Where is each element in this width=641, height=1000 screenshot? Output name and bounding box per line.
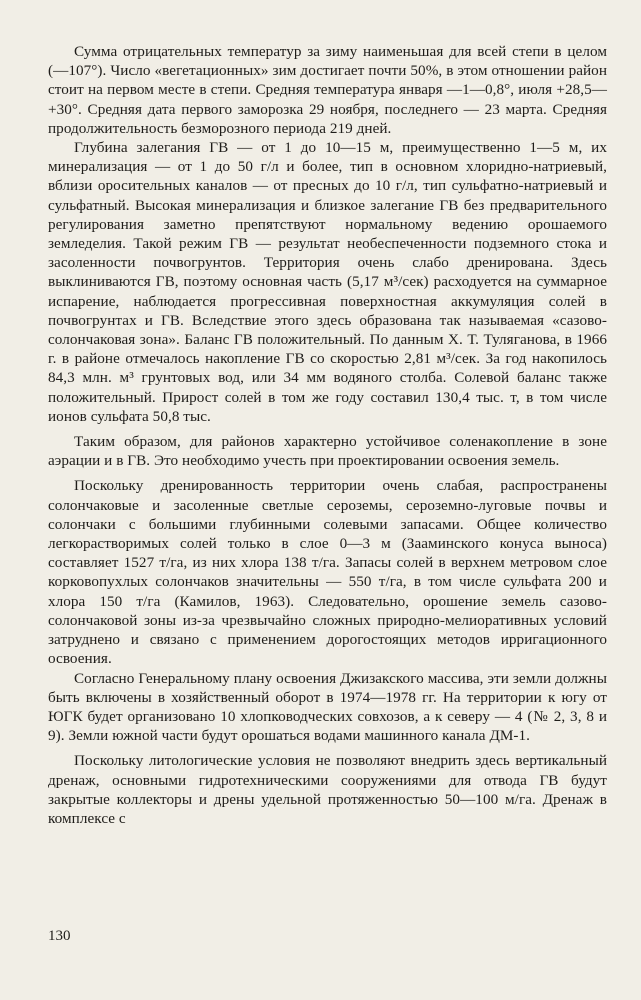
paragraph-climate: Сумма отрицательных температур за зиму наименьшая для всей степи в целом (—107°). Число «вегетационных» зим достигает почти 50%, в этом отношении район стоит на первом месте в степи. Средняя температура января —1—0,8°, июля +28,5—+30°. Средняя дата первого заморозка 29 ноября, последнего — 23 марта. Средняя продолжительность безморозного периода 219 дней. (48, 43, 607, 137)
paragraph-salt-accumulation: Таким образом, для районов характерно устойчивое соленакопление в зоне аэрации и в ГВ. Это необходимо учесть при проектировании освоения земель. (48, 433, 607, 470)
paragraph-groundwater: Глубина залегания ГВ — от 1 до 10—15 м, преимущественно 1—5 м, их минерализация — от 1 до 50 г/л и более, тип в основном хлоридно-натриевый, вблизи оросительных каналов — от пресных до 10 г/л, тип сульфатно-натриевый и сульфатный. Высокая минерализация и близкое залегание ГВ без предварительного регулирования заметно препятствуют нормальному ведению орошаемого земледелия. Такой режим ГВ — результат необеспеченности подземного стока и засоленности почвогрунтов. Территория очень слабо дренирована. Здесь выклиниваются ГВ, поэтому основная часть (5,17 м³/сек) расходуется на суммарное испарение, наблюдается прогрессивная поверхностная аккумуляция солей в почвогрунтах и ГВ. Вследствие этого здесь образована так называемая «сазово-солончаковая зона». Баланс ГВ положительный. По данным Х. Т. Туляганова, в 1966 г. в районе отмечалось накопление ГВ со скоростью 2,81 м³/сек. За год накопилось 84,3 млн. м³ грунтовых вод, или 34 мм водяного столба. Солевой баланс также положительный. Прирост солей в том же году составил 130,4 тыс. т, в том числе ионов сульфата 50,8 тыс. (48, 139, 607, 425)
paragraph-soils: Поскольку дренированность территории очень слабая, распространены солончаковые и засоленные светлые сероземы, сероземно-луговые почвы и солончаки с большими глубинными солевыми запасами. Общее количество легкорастворимых солей только в слое 0—3 м (Зааминского конуса выноса) составляет 1527 т/га, из них хлора 138 т/га. Запасы солей в верхнем метровом слое корковопухлых солончаков значительны — 550 т/га, в том числе сульфата 200 и хлора 150 т/га (Камилов, 1963). Следовательно, орошение земель сазово-солончаковой зоны из-за чрезвычайно сложных природно-мелиоративных условий затруднено и связано с применением дорогостоящих методов ирригационного освоения. (48, 477, 607, 668)
page-number: 130 (48, 928, 71, 944)
paragraph-general-plan: Согласно Генеральному плану освоения Джизакского массива, эти земли должны быть включены в хозяйственный оборот в 1974—1978 гг. На территории к югу от ЮГК будет организовано 10 хлопководческих совхозов, а к северу — 4 (№ 2, 3, 8 и 9). Земли южной части будут орошаться водами машинного канала ДМ-1. (48, 669, 607, 745)
paragraph-drainage: Поскольку литологические условия не позволяют внедрить здесь вертикальный дренаж, основными гидротехническими сооружениями для отвода ГВ будут закрытые коллекторы и дрены удельной протяженностью 50—100 м/га. Дренаж в комплексе с (48, 752, 607, 827)
